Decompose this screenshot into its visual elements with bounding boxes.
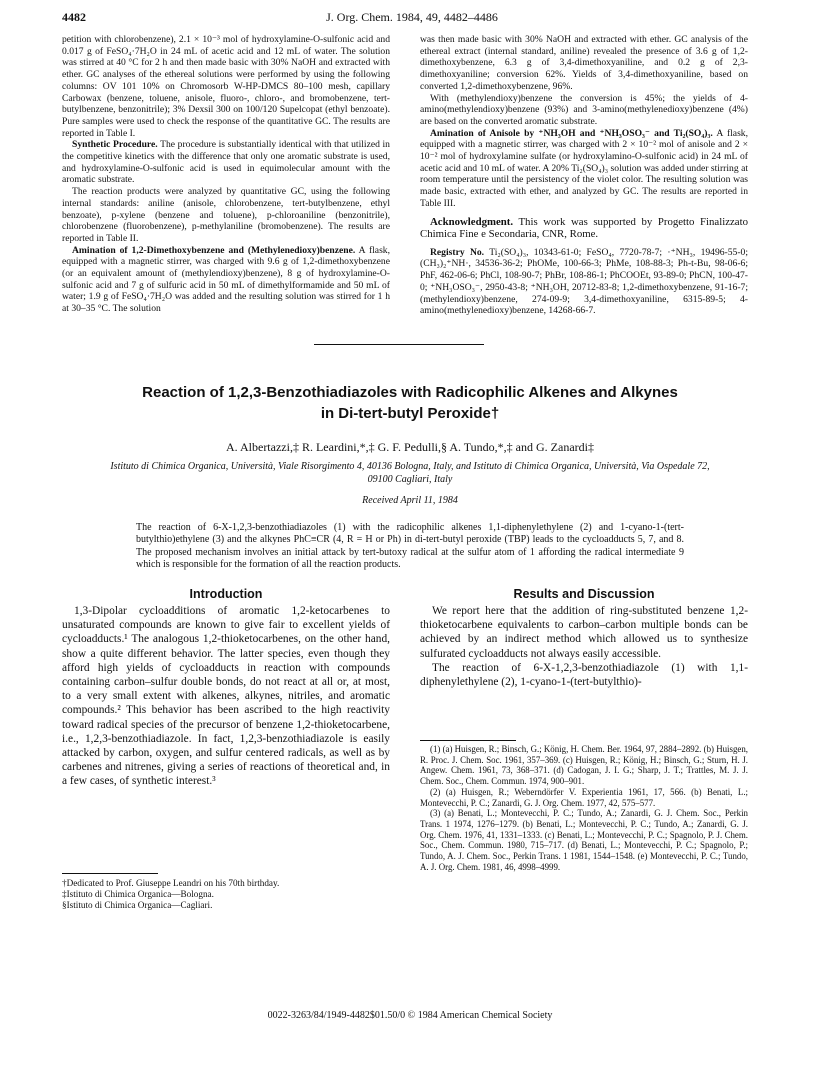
footnotes <box>62 878 390 911</box>
article-title <box>62 382 758 424</box>
right-column-top <box>420 34 748 317</box>
registry-heading: Registry No. <box>430 246 485 258</box>
title-line: in Di-tert-butyl Peroxide† <box>320 405 500 422</box>
paragraph-heading: Synthetic Procedure. <box>72 139 158 151</box>
references-divider <box>420 740 516 741</box>
copyright-line: 0022-3263/84/1949-4482$01.50/0 © 1984 American Chemical Society <box>267 1010 553 1021</box>
paragraph: We report here that the addition of ring-substituted benzene 1,2-thioketocarbene equivalents to carbon–carbon multiple bonds can be achieved by an indirect method which allowed us to synthesize sulfurated cycloadducts not always easily accessible. <box>420 605 748 660</box>
paragraph-text: A flask, equipped with a magnetic stirrer, was charged with 9.6 g of 1,2-dimethoxybenzene (or an equivalent amount of (methylendioxy)benzene), 8 g of hydroxylamine-O-sulfonic acid and 7 g of sulfuric acid in 50 mL of dimethylformamide and 50 mL of water; 1.9 g of FeSO₄·7H₂O was added and the resulting solution was stirred for 1 h at 30–35 °C. The solution <box>62 244 390 315</box>
reference: (1) (a) Huisgen, R.; Binsch, G.; König, H. Chem. Ber. 1964, 97, 2884–2892. (b) Huisgen, R. Proc. J. Chem. Soc. 1961, 357–369. (c) Huisgen, R.; König, H.; Binsch, G.; Sturn, H. J. Angew. Chem. 1961, 73, 368–371. (d) Cadogan, J. I. G.; Sharp, J. T.; Trattles, M. J. J. Chem. Soc., Chem. Commun. 1974, 900–901. <box>420 744 748 787</box>
introduction-body <box>62 604 390 789</box>
paragraph: was then made basic with 30% NaOH and extracted with ether. GC analysis of the ethereal extract (internal standard, aniline) revealed the presence of 3.6 g of 1,2-dimethoxybenzene, 6.3 g of 3,4-dimethoxyaniline, and 0.2 g of 2,3-dimethoxyaniline; conversion 62%. Yields of 3,4-dimethoxyaniline, based on converted 1,2-dimethoxybenzene, 96%. <box>420 34 748 92</box>
introduction-heading: Introduction <box>189 587 263 601</box>
paragraph: The reaction of 6-X-1,2,3-benzothiadiazole (1) with 1,1-diphenylethylene (2), 1-cyano-1-(tert-butylthio)- <box>420 661 748 689</box>
acknowledgment-heading: Acknowledgment. <box>430 215 514 228</box>
footnote: §Istituto di Chimica Organica—Cagliari. <box>62 900 213 910</box>
acknowledgment <box>420 216 748 241</box>
paragraph <box>420 128 748 210</box>
reference: (2) (a) Huisgen, R.; Weberndörfer V. Experientia 1961, 17, 566. (b) Benati, L.; Montevecchi, P. C.; Zanardi, G. J. Org. Chem. 1977, 42, 575–577. <box>420 786 748 808</box>
left-column-top <box>62 34 390 315</box>
paragraph-heading: Amination of Anisole by ⁺NH₃OH and ⁺NH₃OSO₃⁻ and Ti₂(SO₄)₃. <box>430 127 713 139</box>
paragraph: The reaction products were analyzed by quantitative GC, using the following internal standards: aniline (anisole, chlorobenzene, tert-butylbenzene, ethyl benzoate), p-xylene (benzene and toluene), p-chloroaniline (benzonitrile), chlorobenzene (fluorobenzene), p-methylaniline (bromobenzene). The results are reported in Table II. <box>62 186 390 244</box>
registry-numbers <box>420 247 748 317</box>
registry-text: Ti₂(SO₄)₃, 10343-61-0; FeSO₄, 7720-78-7; ·⁺NH₃, 19496-55-0; (CH₃)₂⁺NH·, 34536-36-2; PhOMe, 100-66-3; PhMe, 108-88-3; Ph-t-Bu, 98-06-6; PhF, 462-06-6; PhCl, 108-90-7; PhBr, 108-86-1; PhCOOEt, 93-89-0; PhCN, 100-47-0; ⁺NH₃OSO₃⁻, 2950-43-8; ⁺NH₃OH, 20712-83-8; 1,2-dimethoxybenzene, 91-16-7; (methylendioxy)benzene, 274-09-9; 3,4-dimethoxyaniline, 6315-89-5; 4-amino(methylenedioxy)benzene, 14268-66-7. <box>420 246 748 317</box>
footnote: ‡Istituto di Chimica Organica—Bologna. <box>62 889 214 899</box>
running-header <box>62 10 762 26</box>
paragraph-text: A flask, equipped with a magnetic stirrer, was charged with 2 × 10⁻² mol of anisole and 2 × 10⁻² mol of hydroxylamine sulfate (or hydroxylamino-O-sulfonic acid) in 24 mL of acetic acid and 10 mL of water. A 20% Ti₂(SO₄)₃ solution was added under stirring at room temperature until the persistency of the violet color. The resulting solution was made basic, extracted with ether, and analyzed by GC. The results are reported in Table III. <box>420 127 748 209</box>
received-date: Received April 11, 1984 <box>362 495 458 506</box>
paragraph: With (methylendioxy)benzene the conversion is 45%; the yields of 4-amino(methylendioxy)benzene (93%) and 3-amino(methylenedioxy)benzene (4%) are based on the converted aromatic substrate. <box>420 92 748 127</box>
results-heading: Results and Discussion <box>513 587 655 601</box>
reference: (3) (a) Benati, L.; Montevecchi, P. C.; Tundo, A.; Zanardi, G. J. Chem. Soc., Perkin Trans. 1 1974, 1276–1279. (b) Benati, L.; Montevecchi, P. C.; Tundo, A.; Zanardi, G. J. Org. Chem. 1976, 41, 1331–1333. (c) Benati, L.; Montevecchi, P. C.; Spagnolo, P. J. Chem. Soc., Chem. Commun. 1980, 715–717. (d) Benati, L.; Montevecchi, P. C.; Spagnolo, P.; Tundo, A. J. Chem. Soc., Perkin Trans. 1 1981, 1544–1548. (e) Montevecchi, P. C.; Tundo, A. J. Org. Chem. 1981, 46, 4998–4999. <box>420 808 748 872</box>
paragraph <box>62 139 390 186</box>
section-divider <box>314 344 484 345</box>
paragraph-heading: Amination of 1,2-Dimethoxybenzene and (Methylenedioxy)benzene. <box>72 244 356 256</box>
footnote-divider <box>62 873 158 874</box>
journal-citation: J. Org. Chem. 1984, 49, 4482–4486 <box>326 10 498 24</box>
footnote: †Dedicated to Prof. Giuseppe Leandri on his 70th birthday. <box>62 878 280 888</box>
affiliation: Istituto di Chimica Organica, Università, Viale Risorgimento 4, 40136 Bologna, Italy, and Istituto di Chimica Organica, Università, Via Ospedale 72, 09100 Cagliari, Italy <box>110 461 710 485</box>
paragraph: 1,3-Dipolar cycloadditions of aromatic 1,2-ketocarbenes to unsaturated compounds are known to give fair to excellent yields of cycloadducts.¹ The analogous 1,2-thioketocarbenes, on the other hand, show a quite different behavior. The latter species, even though they afford high yields of cycloadducts in reaction with compounds containing carbon–sulfur double bonds, do not react at all or, at most, to a very small extent with alkenes, alkynes, nitriles, and aromatic compounds.² This behavior has been ascribed to the high reactivity toward radical species of the precursor of benzene 1,2-thioketocarbene, i.e., 1,2,3-benzothiadiazole. In fact, 1,2,3-benzothiadiazole is easily attacked by carbon, oxygen, and sulfur centered radicals, as well as by carbenes and nitrenes, giving a series of reactions of theoretical and, in a few cases, of synthetic interest.³ <box>62 605 390 788</box>
page-number: 4482 <box>62 10 86 24</box>
paragraph: petition with chlorobenzene), 2.1 × 10⁻³ mol of hydroxylamine-O-sulfonic acid and 0.017 g of FeSO₄·7H₂O in 24 mL of acetic acid and 12 mL of water. The solution was stirred at 40 °C for 2 h and then made basic with 30% NaOH and extracted with ether. GC analyses of the ethereal solutions were performed by using the following columns: OV 101 10% on Chromosorb W-HP-DMCS 80–100 mesh, capillary Carbowax (benzene, toluene, anisole, fluoro-, chloro-, and bromobenzene, tert-butylbenzene, benzonitrile); 3% Dexsil 300 on 100/120 Supelcopat (ethyl benzoate). Pure samples were used to check the response of the quantitative GC. The results are reported in Table I. <box>62 34 390 139</box>
abstract: The reaction of 6-X-1,2,3-benzothiadiazoles (1) with the radicophilic alkenes 1,1-diphenylethylene (2) and 1-cyano-1-(tert-butylthio)ethylene (3) and the alkynes PhC≡CR (4, R = H or Ph) in di-tert-butyl peroxide (TBP) leads to the cycloadducts 5, 7, and 8. The proposed mechanism involves an initial attack by tert-butoxy radical at the sulfur atom of 1 affording the radical intermediate 9 which is responsible for the formation of all the reaction products. <box>136 522 684 571</box>
references <box>420 744 748 872</box>
paragraph <box>62 245 390 315</box>
title-line: Reaction of 1,2,3-Benzothiadiazoles with Radicophilic Alkenes and Alkynes <box>142 384 678 401</box>
results-body <box>420 604 748 689</box>
acknowledgment-text: This work was supported by Progetto Finalizzato Chimica Fine e Secondaria, CNR, Rome. <box>420 215 748 241</box>
paragraph-text: The procedure is substantially identical with that utilized in the competitive kinetics with the difference that only one aromatic substrate is used, and hydroxylamine-O-sulfonic acid is used in equimolecular amount with the aromatic substrate. <box>62 139 390 186</box>
author-list: A. Albertazzi,‡ R. Leardini,*,‡ G. F. Pedulli,§ A. Tundo,*,‡ and G. Zanardi‡ <box>225 440 594 454</box>
